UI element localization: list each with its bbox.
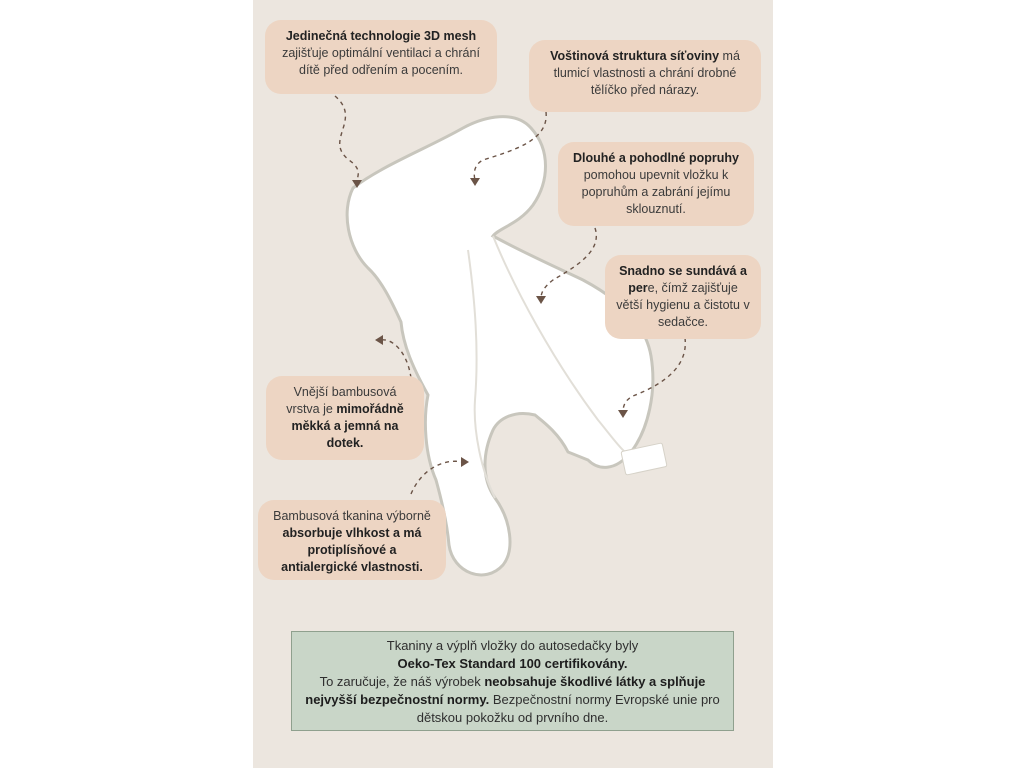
certificate-bold2: neobsahuje škodlivé látky a splňuje nejvyšší bezpečnostní normy. [305,674,706,707]
certificate-line1: Tkaniny a výplň vložky do autosedačky byly [386,638,639,653]
callout-washable-bold2: per [628,281,648,295]
callout-3d-mesh-bold: Jedinečná technologie 3D mesh [285,29,477,43]
arrowhead-bamboo-layer [375,335,383,345]
callout-honeycomb [529,40,761,112]
arrow-mesh [335,96,358,182]
product-infographic [253,0,773,768]
certificate-text3: Bezpečnostní normy Evropské unie pro dětskou pokožku od prvního dne. [416,692,720,725]
callout-straps-text: pomohou upevnit vložku k popruhům a zabrání jejímu sklouznutí. [581,168,731,216]
callout-bamboo-layer [266,376,424,460]
callout-bamboo-fabric-text: Bambusová tkanina výborně [273,509,431,523]
callout-honeycomb-bold: Voštinová struktura síťoviny [550,49,720,63]
oeko-tex-certificate-box [291,631,734,731]
callout-washable-bold: Snadno se sundává a [619,264,747,278]
callout-3d-mesh-text: zajišťuje optimální ventilaci a chrání dítě před odřením a pocením. [282,46,480,77]
certificate-text2: To zaručuje, že náš výrobek [319,674,485,689]
callout-bamboo-layer-text: Vnější bambusová vrstva je [286,385,397,416]
certificate-bold1: Oeko-Tex Standard 100 certifikovány. [397,656,628,671]
callout-straps [558,142,754,226]
callout-washable-text: e, čímž zajišťuje větší hygienu a čistotu v sedačce. [616,281,750,329]
callout-bamboo-layer-bold: mimořádně měkká a jemná na dotek. [291,402,404,450]
callout-3d-mesh [265,20,497,94]
callout-bamboo-fabric [258,500,446,580]
callout-straps-bold: Dlouhé a pohodlné popruhy [573,151,739,165]
callout-washable [605,255,761,339]
callout-honeycomb-text: má tlumicí vlastnosti a chrání drobné tělíčko před nárazy. [553,49,740,97]
callout-bamboo-fabric-bold: absorbuje vlhkost a má protiplísňové a antialergické vlastnosti. [281,526,423,574]
